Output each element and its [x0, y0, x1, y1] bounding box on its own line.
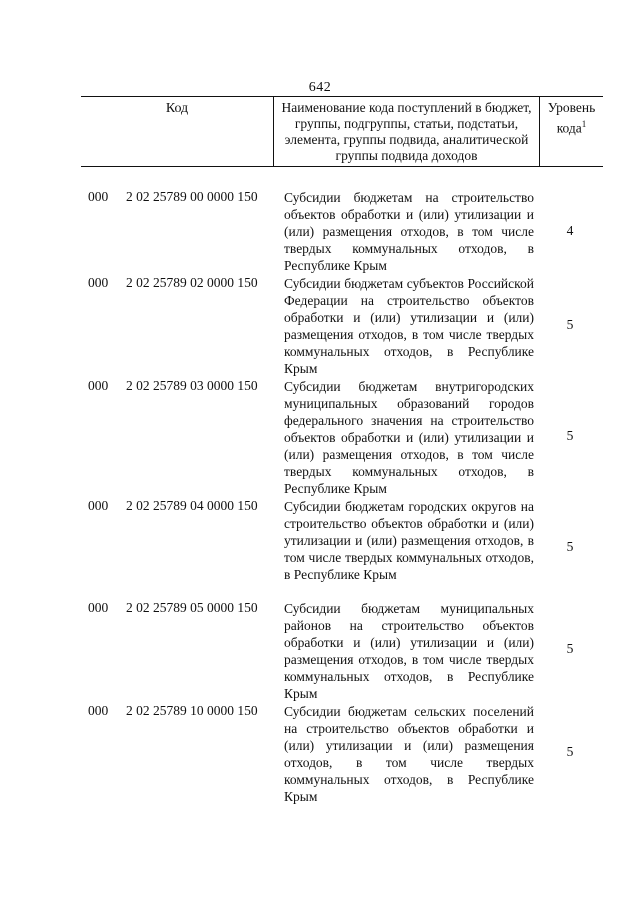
row-admin-code: 000 — [88, 275, 109, 290]
row-income-name: Субсидии бюджетам городских округов на строительство объектов обработки и (или) утилизации и (или) размещения отходов, в том числе твердых коммунальных отходов, в Республике Крым — [284, 499, 534, 582]
row-admin-code: 000 — [88, 378, 109, 393]
header-code: Код — [81, 97, 274, 166]
row-income-code: 2 02 25789 04 0000 150 — [126, 498, 258, 513]
row-income-code: 2 02 25789 02 0000 150 — [126, 275, 258, 290]
row-code-level: 5 — [566, 744, 574, 759]
header-level — [540, 97, 603, 166]
header-name: Наименование кода поступлений в бюджет, группы, подгруппы, статьи, подстатьи, элемента, группы подвида, аналитической группы подвида доходов — [274, 97, 540, 166]
row-income-name: Субсидии бюджетам муниципальных районов на строительство объектов обработки и (или) утилизации и (или) размещения отходов, в том числе твердых коммунальных отходов, в Республике Крым — [284, 601, 534, 701]
row-income-name: Субсидии бюджетам на строительство объектов обработки и (или) утилизации и (или) размещения отходов, в том числе твердых коммунальных отходов, в Республике Крым — [284, 190, 534, 273]
row-admin-code: 000 — [88, 600, 109, 615]
header-level-footnote: 1 — [581, 119, 587, 129]
row-income-name: Субсидии бюджетам внутригородских муниципальных образований городов федерального значения на строительство объектов обработки и (или) утилизации и (или) размещения отходов, в том числе твердых коммунальных отходов, в Республике Крым — [284, 379, 534, 496]
row-code-level: 5 — [566, 428, 574, 443]
row-code-level: 5 — [566, 317, 574, 332]
table-header — [81, 96, 603, 167]
row-admin-code: 000 — [88, 703, 109, 718]
row-income-code: 2 02 25789 00 0000 150 — [126, 189, 258, 204]
header-level-label: Уровень кода — [547, 100, 596, 136]
page-number: 642 — [308, 80, 332, 95]
row-code-level: 5 — [566, 641, 574, 656]
row-income-code: 2 02 25789 05 0000 150 — [126, 600, 258, 615]
row-income-name: Субсидии бюджетам субъектов Российской Федерации на строительство объектов обработки и (или) утилизации и (или) размещения отходов, в том числе твердых коммунальных отходов, в Республике Крым — [284, 276, 534, 376]
row-income-code: 2 02 25789 10 0000 150 — [126, 703, 258, 718]
row-code-level: 4 — [566, 223, 574, 238]
row-code-level: 5 — [566, 539, 574, 554]
row-admin-code: 000 — [88, 189, 109, 204]
row-income-name: Субсидии бюджетам сельских поселений на строительство объектов обработки и (или) утилизации и (или) размещения отходов, в том числе твердых коммунальных отходов, в Республике Крым — [284, 704, 534, 804]
row-admin-code: 000 — [88, 498, 109, 513]
row-income-code: 2 02 25789 03 0000 150 — [126, 378, 258, 393]
